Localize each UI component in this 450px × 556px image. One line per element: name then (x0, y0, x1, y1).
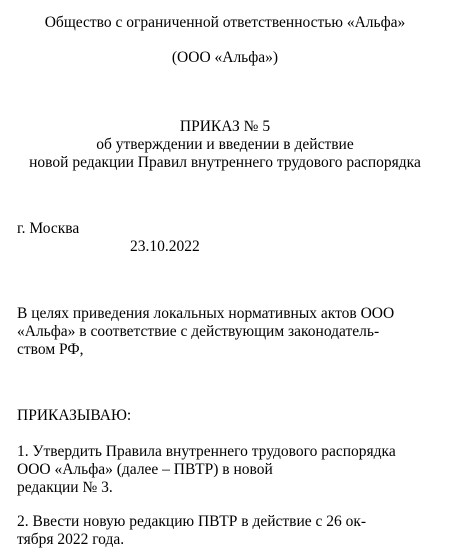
organization-name: Общество с ограниченной ответственностью «Альфа» (44, 14, 406, 31)
order-item-line: редакции № 3. (17, 479, 113, 496)
order-item-line: тября 2022 года. (17, 531, 125, 548)
order-directive-word: ПРИКАЗЫВАЮ: (17, 407, 132, 424)
document-city: г. Москва (17, 220, 80, 237)
order-item-line: 1. Утвердить Правила внутреннего трудового распорядка (17, 443, 396, 460)
order-item-line: ООО «Альфа» (далее – ПВТР) в новой (17, 461, 273, 478)
preamble-line: В целях приведения локальных нормативных актов ООО (17, 305, 395, 322)
document-date: 23.10.2022 (130, 238, 200, 255)
order-subtitle-line: об утверждении и введении в действие (96, 136, 354, 153)
order-subtitle-line: новой редакции Правил внутреннего трудового распорядка (29, 154, 421, 171)
order-title: ПРИКАЗ № 5 (179, 118, 271, 135)
order-item-line: 2. Ввести новую редакцию ПВТР в действие с 26 ок- (17, 513, 367, 530)
preamble-line: ством РФ, (17, 341, 84, 358)
preamble-line: «Альфа» в соответствие с действующим законодатель- (17, 323, 380, 340)
organization-short-name: (ООО «Альфа») (171, 49, 279, 66)
